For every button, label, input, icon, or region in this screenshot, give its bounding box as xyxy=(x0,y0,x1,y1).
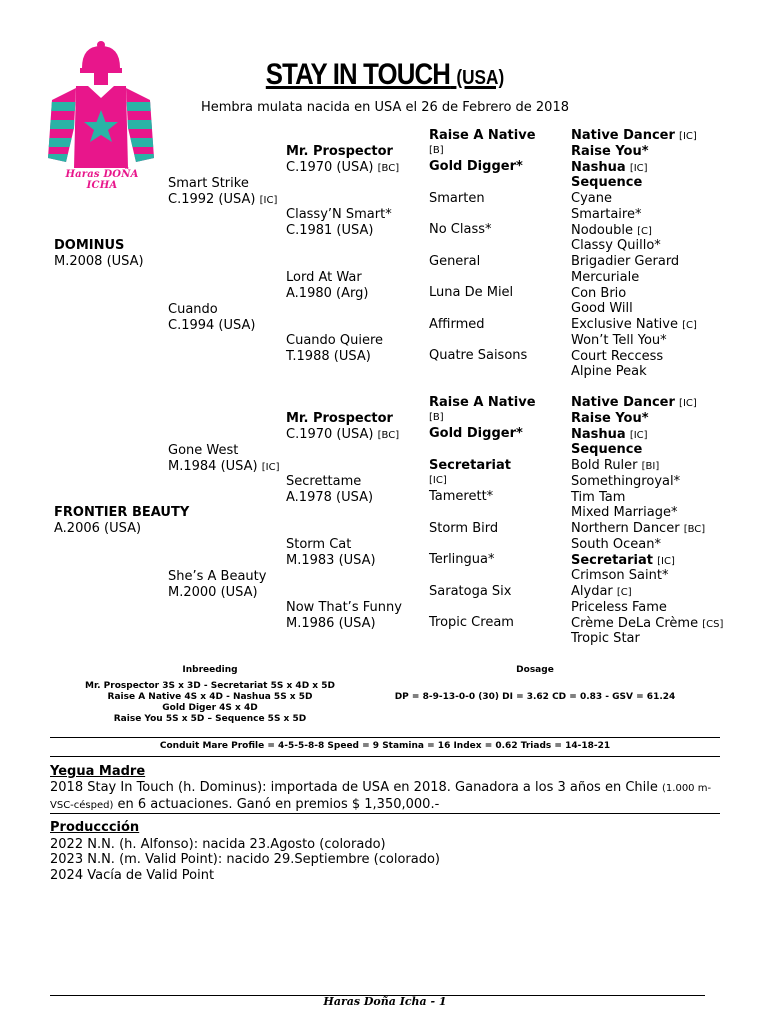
pedigree-gen4-name: Terlingua* xyxy=(429,552,495,567)
sire-info: M.2008 (USA) xyxy=(54,254,144,269)
pedigree-gen5-name: Crème DeLa Crème xyxy=(571,615,699,631)
conduit-mare-profile: Conduit Mare Profile = 4-5-5-8-8 Speed = 9 Stamina = 16 Index = 0.62 Triads = 14-18-21 xyxy=(159,741,611,751)
pedigree-gen3-info xyxy=(286,553,376,569)
dam-name: FRONTIER BEAUTY xyxy=(54,505,190,520)
pedigree-gen2-info xyxy=(168,192,277,209)
dosage-values: DP = 8-9-13-0-0 (30) DI = 3.62 CD = 0.83 - GSV = 61.24 xyxy=(394,692,676,702)
pedigree-gen5-name: Exclusive Native xyxy=(571,317,678,332)
dosage-title: Dosage xyxy=(516,665,554,675)
pedigree-tag: [C] xyxy=(637,225,652,237)
pedigree-gen3-year: A.1980 (Arg) xyxy=(286,286,369,301)
pedigree-gen5-entry xyxy=(571,144,649,160)
pedigree-gen5-entry xyxy=(571,474,680,490)
pedigree-gen5-entry xyxy=(571,427,648,444)
pedigree-gen5-entry xyxy=(571,301,633,317)
pedigree-gen5-entry xyxy=(571,333,667,349)
pedigree-gen4-tag: [B] xyxy=(429,412,444,423)
pedigree-tag: [BI] xyxy=(641,461,660,472)
pedigree-tag: [IC] xyxy=(629,429,648,441)
pedigree-gen3-year: C.1970 (USA) xyxy=(286,160,374,175)
pedigree-gen3-name: Mr. Prospector xyxy=(286,411,393,426)
pedigree-gen2-info xyxy=(168,459,280,476)
yegua-madre-text-a: 2018 Stay In Touch (h. Dominus): importada de USA en 2018. Ganadora a los 3 años en Chile xyxy=(50,780,663,795)
pedigree-gen5-entry xyxy=(571,223,652,240)
pedigree-gen5-name: Native Dancer xyxy=(571,128,675,143)
produccion-line: 2024 Vacía de Valid Point xyxy=(50,868,215,883)
pedigree-gen2-year: M.2000 (USA) xyxy=(168,585,258,600)
pedigree-gen5-entry xyxy=(571,128,697,145)
pedigree-gen4-name: Tropic Cream xyxy=(429,615,514,630)
pedigree-tag: [BC] xyxy=(683,524,706,535)
pedigree-gen5-entry xyxy=(571,395,697,412)
jockey-silks-icon xyxy=(44,40,158,190)
pedigree-gen3-name: Secrettame xyxy=(286,474,362,489)
pedigree-gen2-name: Gone West xyxy=(168,443,239,458)
divider xyxy=(50,737,720,738)
pedigree-gen5-entry xyxy=(571,616,723,633)
pedigree-gen5-entry xyxy=(571,160,648,177)
yegua-madre-text xyxy=(50,780,722,814)
pedigree-gen5-name: Smartaire* xyxy=(571,206,642,222)
pedigree-gen5-name: Cyane xyxy=(571,191,612,206)
sire-name: DOMINUS xyxy=(54,238,125,253)
pedigree-tag: [IC] xyxy=(679,398,697,409)
pedigree-gen5-name: Tropic Star xyxy=(571,631,640,647)
pedigree-gen5-entry xyxy=(571,364,647,380)
yegua-madre-text-b: en 6 actuaciones. Ganó en premios $ 1,350,000.- xyxy=(113,797,440,812)
inbreeding-line: Raise A Native 4S x 4D - Nashua 5S x 5D xyxy=(107,692,313,702)
inbreeding-title: Inbreeding xyxy=(182,665,238,675)
pedigree-gen5-name: Sequence xyxy=(571,175,643,191)
pedigree-gen3-year: M.1986 (USA) xyxy=(286,616,376,631)
pedigree-gen5-name: Somethingroyal* xyxy=(571,473,681,489)
pedigree-gen3-name: Classy’N Smart* xyxy=(286,207,392,222)
pedigree-gen3-year: T.1988 (USA) xyxy=(286,349,371,364)
horse-subtitle: Hembra mulata nacida en USA el 26 de Febrero de 2018 xyxy=(200,100,569,115)
dam-info: A.2006 (USA) xyxy=(54,521,142,536)
inbreeding-line: Gold Diger 4S x 4D xyxy=(162,703,258,713)
pedigree-gen5-name: Raise You* xyxy=(571,143,649,159)
pedigree-gen5-entry xyxy=(571,270,639,286)
pedigree-gen5-name: Bold Ruler xyxy=(571,458,638,473)
pedigree-gen5-name: Sequence xyxy=(571,442,643,458)
pedigree-gen4-name: General xyxy=(429,254,481,269)
pedigree-gen3-info xyxy=(286,223,373,239)
pedigree-gen5-name: Secretariat xyxy=(571,552,653,568)
pedigree-gen3-name: Cuando Quiere xyxy=(286,333,383,348)
divider xyxy=(50,813,720,814)
pedigree-gen5-name: Con Brio xyxy=(571,285,627,301)
produccion-title: Produccción xyxy=(50,820,140,835)
pedigree-gen5-entry xyxy=(571,631,640,647)
pedigree-gen4-name: Affirmed xyxy=(429,317,485,332)
pedigree-gen5-entry xyxy=(571,191,612,207)
pedigree-gen4-name: Secretariat xyxy=(429,458,511,473)
horse-country: (USA) xyxy=(456,67,505,89)
pedigree-gen5-entry xyxy=(571,175,642,191)
pedigree-gen3-info xyxy=(286,427,399,444)
inbreeding-line: Mr. Prospector 3S x 3D - Secretariat 5S x 4D x 5D xyxy=(85,681,335,691)
pedigree-gen3-info xyxy=(286,160,399,177)
pedigree-tag: [IC] xyxy=(657,555,675,567)
pedigree-gen2-name: Smart Strike xyxy=(168,176,249,191)
inbreeding-line: Raise You 5S x 5D – Sequence 5S x 5D xyxy=(113,714,307,724)
divider xyxy=(50,756,720,757)
pedigree-gen5-name: South Ocean* xyxy=(571,536,661,552)
pedigree-gen5-name: Tim Tam xyxy=(571,489,626,505)
pedigree-gen5-entry xyxy=(571,442,642,458)
pedigree-gen2-year: M.1984 (USA) xyxy=(168,459,258,474)
pedigree-gen4-name: Luna De Miel xyxy=(429,285,514,300)
pedigree-tag: [BC] xyxy=(377,163,400,174)
pedigree-gen4-name: Saratoga Six xyxy=(429,584,512,599)
pedigree-gen3-info xyxy=(286,616,376,632)
pedigree-tag: [CS] xyxy=(702,618,724,630)
pedigree-gen5-name: Alpine Peak xyxy=(571,364,647,380)
pedigree-gen5-entry xyxy=(571,490,625,506)
pedigree-gen5-name: Nashua xyxy=(571,159,626,175)
pedigree-gen2-name: She’s A Beauty xyxy=(168,569,267,584)
pedigree-tag: [IC] xyxy=(629,162,648,174)
pedigree-gen3-name: Lord At War xyxy=(286,270,362,285)
pedigree-gen5-entry xyxy=(571,537,661,553)
pedigree-gen5-name: Good Will xyxy=(571,301,633,317)
pedigree-tag: [IC] xyxy=(679,131,697,142)
pedigree-gen5-entry xyxy=(571,600,667,616)
pedigree-gen2-year: C.1992 (USA) xyxy=(168,192,256,207)
page-footer: Haras Doña Icha - 1 xyxy=(323,995,447,1008)
pedigree-gen5-name: Raise You* xyxy=(571,410,649,426)
pedigree-gen5-entry xyxy=(571,521,705,538)
pedigree-gen2-info xyxy=(168,318,255,334)
pedigree-gen5-name: Crimson Saint* xyxy=(571,568,669,584)
pedigree-gen3-info xyxy=(286,490,373,506)
pedigree-gen5-entry xyxy=(571,568,668,584)
pedigree-gen4-name: Raise A Native xyxy=(429,128,536,143)
pedigree-gen2-info xyxy=(168,585,258,601)
pedigree-gen5-name: Mixed Marriage* xyxy=(571,505,678,521)
pedigree-gen5-name: Won’t Tell You* xyxy=(571,332,667,348)
pedigree-gen5-name: Priceless Fame xyxy=(571,599,667,615)
produccion-line: 2022 N.N. (h. Alfonso): nacida 23.Agosto (colorado) xyxy=(50,837,386,852)
pedigree-gen4-name: Smarten xyxy=(429,191,485,206)
pedigree-gen5-name: Native Dancer xyxy=(571,395,675,410)
pedigree-gen5-entry xyxy=(571,254,679,270)
pedigree-gen5-entry xyxy=(571,584,632,601)
pedigree-gen5-entry xyxy=(571,553,675,570)
pedigree-gen4-tag: [B] xyxy=(429,145,444,156)
pedigree-gen3-name: Now That’s Funny xyxy=(286,600,402,615)
pedigree-gen5-name: Court Reccess xyxy=(571,348,664,364)
pedigree-gen5-entry xyxy=(571,458,659,475)
produccion-line: 2023 N.N. (m. Valid Point): nacido 29.Septiembre (colorado) xyxy=(50,852,440,867)
pedigree-gen4-name: Gold Digger* xyxy=(429,159,523,174)
pedigree-gen2-name: Cuando xyxy=(168,302,218,317)
pedigree-gen5-entry xyxy=(571,317,697,334)
pedigree-gen3-name: Storm Cat xyxy=(286,537,352,552)
pedigree-gen5-entry xyxy=(571,505,677,521)
pedigree-gen5-name: Mercuriale xyxy=(571,269,640,285)
pedigree-gen3-year: A.1978 (USA) xyxy=(286,490,374,505)
pedigree-gen4-tag: [IC] xyxy=(429,475,447,486)
pedigree-gen4-name: Storm Bird xyxy=(429,521,499,536)
pedigree-gen4-name: No Class* xyxy=(429,222,492,237)
yegua-madre-title: Yegua Madre xyxy=(50,764,146,779)
pedigree-gen2-year: C.1994 (USA) xyxy=(168,318,256,333)
pedigree-gen3-info xyxy=(286,286,368,302)
pedigree-gen5-name: Nodouble xyxy=(571,222,633,238)
pedigree-gen5-entry xyxy=(571,207,641,223)
pedigree-gen5-name: Nashua xyxy=(571,426,626,442)
horse-name: STAY IN TOUCH xyxy=(265,58,451,91)
pedigree-gen5-name: Alydar xyxy=(571,584,613,599)
pedigree-tag: [C] xyxy=(616,587,632,598)
pedigree-gen5-entry xyxy=(571,349,663,365)
pedigree-gen5-entry xyxy=(571,411,649,427)
pedigree-gen4-name: Raise A Native xyxy=(429,395,536,410)
pedigree-gen4-name: Tamerett* xyxy=(429,489,494,504)
pedigree-gen5-name: Brigadier Gerard xyxy=(571,254,680,269)
pedigree-gen3-info xyxy=(286,349,371,365)
pedigree-gen5-name: Northern Dancer xyxy=(571,521,680,536)
pedigree-gen3-name: Mr. Prospector xyxy=(286,144,393,159)
pedigree-gen3-year: C.1970 (USA) xyxy=(286,427,374,442)
pedigree-gen5-entry xyxy=(571,286,626,302)
pedigree-tag: [BC] xyxy=(377,430,400,441)
pedigree-tag: [IC] xyxy=(259,195,278,206)
pedigree-gen4-name: Gold Digger* xyxy=(429,426,523,441)
pedigree-gen3-year: M.1983 (USA) xyxy=(286,553,376,568)
pedigree-gen4-name: Quatre Saisons xyxy=(429,348,528,363)
pedigree-gen5-name: Classy Quillo* xyxy=(571,238,661,254)
silks-caption: Haras DOÑA ICHA xyxy=(65,169,139,191)
yegua-madre-distance: (1.000 m-VSC-césped) xyxy=(50,783,712,811)
pedigree-gen3-year: C.1981 (USA) xyxy=(286,223,374,238)
pedigree-tag: [C] xyxy=(682,320,697,331)
pedigree-gen5-entry xyxy=(571,238,661,254)
pedigree-tag: [IC] xyxy=(261,462,280,473)
